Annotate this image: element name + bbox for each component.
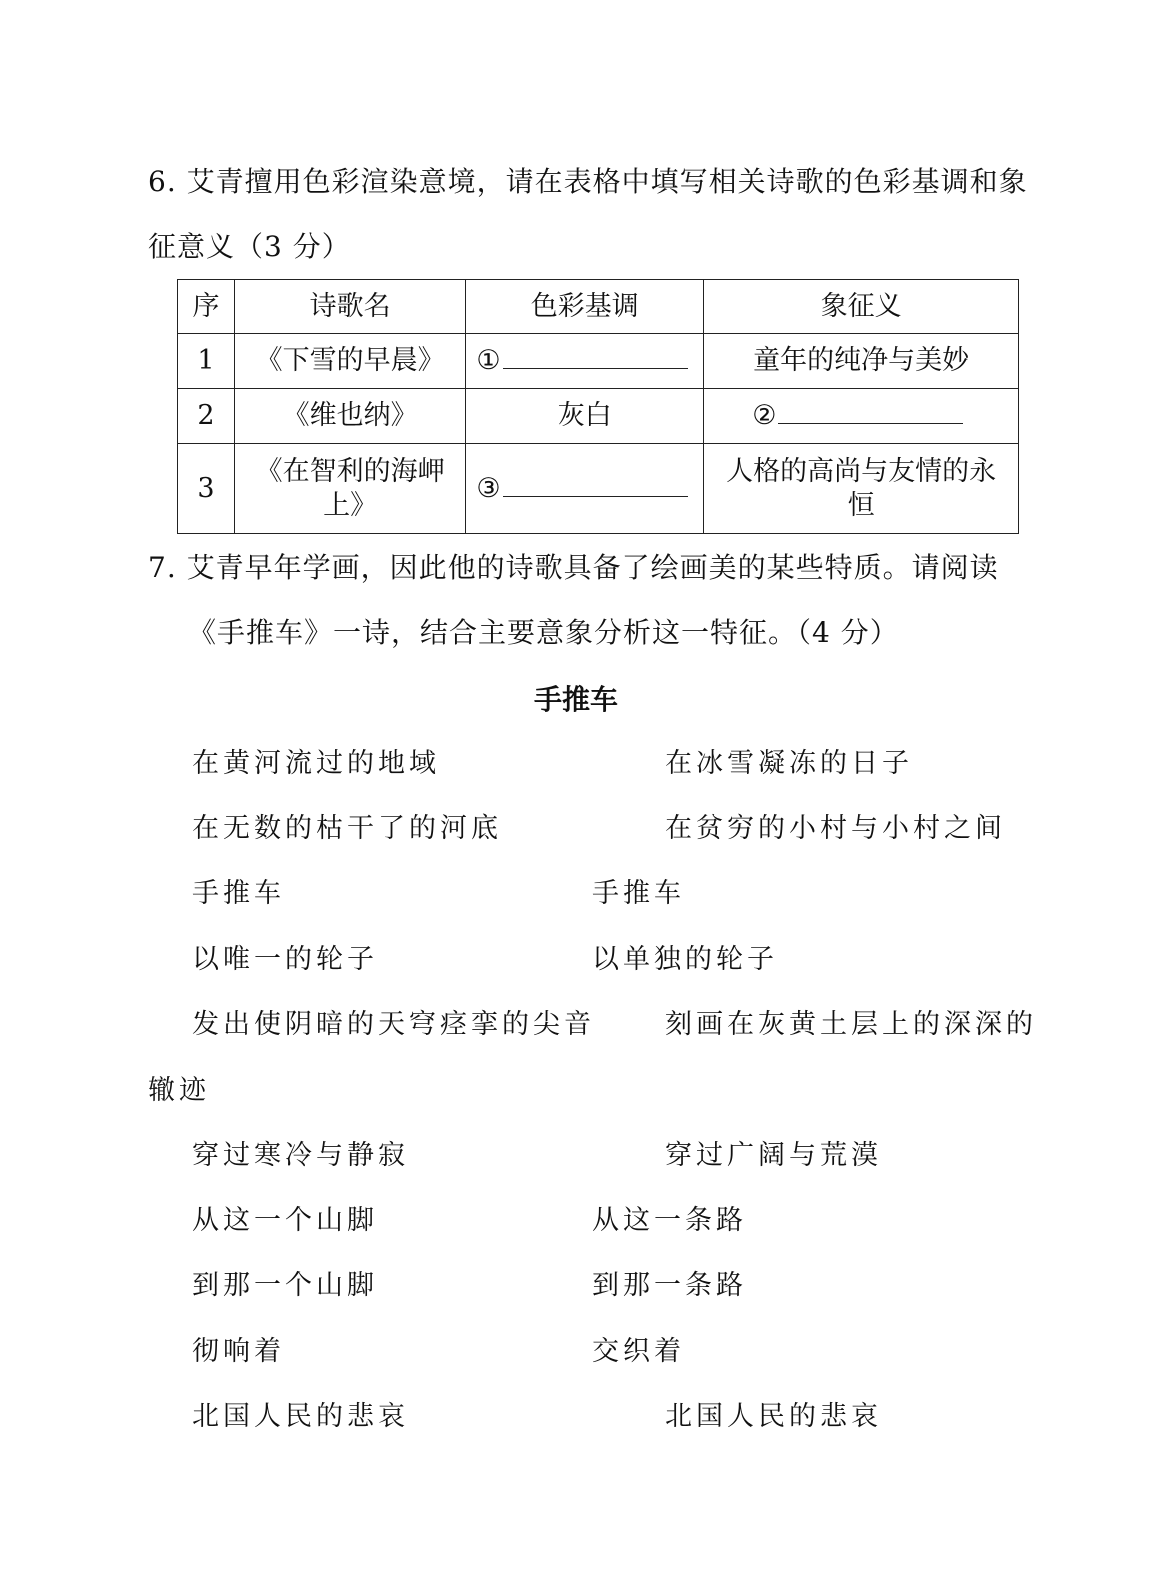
poem-line-right: 从这一条路 <box>592 1205 747 1236</box>
row3-symbol-line1: 人格的高尚与友情的永 <box>726 455 997 487</box>
row3-symbol-cell <box>704 444 1019 534</box>
answer-blank-3[interactable] <box>503 472 688 497</box>
poem-line-left: 以唯一的轮子 <box>192 944 378 975</box>
header-poem: 诗歌名 <box>234 280 465 334</box>
table-header-row <box>178 280 1019 334</box>
poem-line-left: 北国人民的悲哀 <box>192 1401 409 1432</box>
row2-poem: 《维也纳》 <box>234 389 465 444</box>
poem-line-left: 彻响着 <box>192 1336 285 1367</box>
poem-line-right: 穿过广阔与荒漠 <box>665 1140 882 1171</box>
header-color: 色彩基调 <box>466 280 704 334</box>
row3-symbol-line2: 恒 <box>847 489 875 521</box>
row1-symbol: 童年的纯净与美妙 <box>704 334 1019 389</box>
blank-marker-1: ① <box>476 345 501 376</box>
poem-title: 手推车 <box>533 683 618 716</box>
q6-line2: 征意义（3 分） <box>148 230 351 263</box>
poem-line-left: 发出使阴暗的天穹痉挛的尖音 <box>192 1009 595 1040</box>
poem-line-wrap: 辙迹 <box>148 1075 210 1106</box>
poem-line-left: 在无数的枯干了的河底 <box>192 813 502 844</box>
row1-poem: 《下雪的早晨》 <box>234 334 465 389</box>
q7-line2: 《手推车》一诗，结合主要意象分析这一特征。（4 分） <box>188 616 899 649</box>
row1-no: 1 <box>178 334 235 389</box>
row2-symbol-cell <box>704 389 1019 444</box>
table-row <box>178 389 1019 444</box>
row3-poem-line2: 上》 <box>323 489 378 521</box>
poem-line-left: 在黄河流过的地域 <box>192 748 440 779</box>
poem-line-right: 以单独的轮子 <box>592 944 778 975</box>
answer-blank-1[interactable] <box>503 344 688 369</box>
row2-no: 2 <box>178 389 235 444</box>
poem-line-left: 穿过寒冷与静寂 <box>192 1140 409 1171</box>
poem-line-left: 到那一个山脚 <box>192 1270 378 1301</box>
row1-color-cell <box>466 334 704 389</box>
poem-line-left: 手推车 <box>192 878 285 909</box>
table-row <box>178 334 1019 389</box>
poem-line-right: 手推车 <box>592 878 685 909</box>
table-row <box>178 444 1019 534</box>
q7-line1: 7. 艾青早年学画，因此他的诗歌具备了绘画美的某些特质。请阅读 <box>148 551 999 584</box>
row2-color: 灰白 <box>466 389 704 444</box>
header-no: 序 <box>178 280 235 334</box>
blank-marker-2: ② <box>752 400 777 431</box>
answer-blank-2[interactable] <box>778 399 963 424</box>
q6-line1: 6. 艾青擅用色彩渲染意境，请在表格中填写相关诗歌的色彩基调和象 <box>148 165 1028 198</box>
poem-line-right: 到那一条路 <box>592 1270 747 1301</box>
poem-line-left: 从这一个山脚 <box>192 1205 378 1236</box>
row3-color-cell <box>466 444 704 534</box>
blank-marker-3: ③ <box>476 472 501 504</box>
poem-line-right: 北国人民的悲哀 <box>665 1401 882 1432</box>
poem-line-right: 在贫穷的小村与小村之间 <box>665 813 1006 844</box>
poem-line-right: 刻画在灰黄土层上的深深的 <box>665 1009 1037 1040</box>
row3-poem-line1: 《在智利的海岬 <box>255 455 445 487</box>
poem-color-table <box>177 279 1019 534</box>
poem-line-right: 在冰雪凝冻的日子 <box>665 748 913 779</box>
poem-line-right: 交织着 <box>592 1336 685 1367</box>
row3-poem-cell <box>234 444 465 534</box>
row3-no: 3 <box>178 444 235 534</box>
header-symbol: 象征义 <box>704 280 1019 334</box>
